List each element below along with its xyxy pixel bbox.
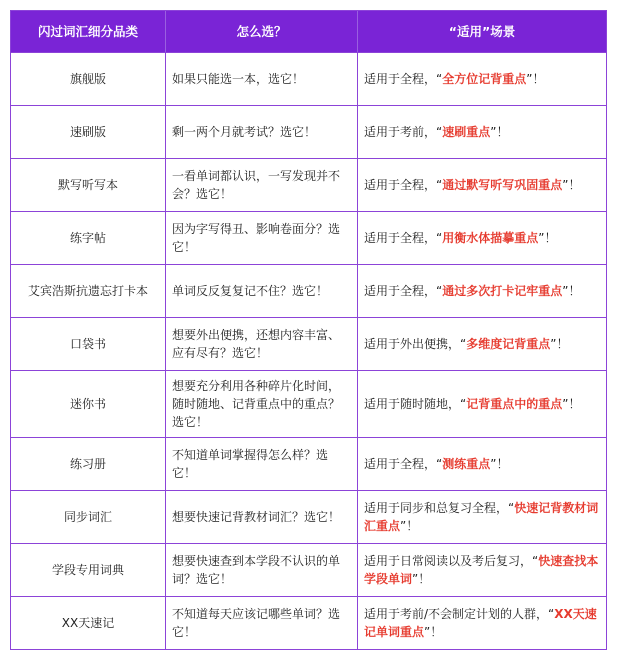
row-scene <box>357 159 606 211</box>
table-row <box>11 158 606 211</box>
row-category: 练习册 <box>69 457 106 471</box>
scene-text-end: ”！ <box>538 231 557 245</box>
scene-text: 适用于全程，“ <box>364 231 443 245</box>
table-header-row <box>11 11 606 52</box>
row-how: 不知道每天应该记哪些单词？选它！ <box>165 597 357 649</box>
row-category: 默写听写本 <box>57 178 118 192</box>
scene-text: 适用于同步和总复习全程，“ <box>364 501 515 515</box>
row-scene <box>357 491 606 543</box>
row-how: 一看单词都认识，一写发现并不会？选它！ <box>165 159 357 211</box>
table-row <box>11 211 606 264</box>
row-how: 想要快速记背教材词汇？选它！ <box>165 491 357 543</box>
row-how: 想要充分利用各种碎片化时间，随时随地、记背重点中的重点？选它！ <box>165 371 357 437</box>
row-scene <box>357 544 606 596</box>
scene-text-end: ”！ <box>400 519 419 533</box>
scene-text-end: ”！ <box>562 178 581 192</box>
scene-highlight: 多维度记背重点 <box>466 337 551 351</box>
row-scene <box>357 438 606 490</box>
scene-text: 适用于考前/不会制定计划的人群，“ <box>364 607 555 621</box>
table-row <box>11 370 606 437</box>
row-how: 想要快速查到本学段不认识的单词？选它！ <box>165 544 357 596</box>
row-scene <box>357 212 606 264</box>
scene-text: 适用于全程，“ <box>364 284 443 298</box>
scene-text: 适用于全程，“ <box>364 178 443 192</box>
row-scene <box>357 106 606 158</box>
scene-highlight: 用衡水体描摹重点 <box>442 231 539 245</box>
row-scene <box>357 318 606 370</box>
row-category: 速刷版 <box>69 125 106 139</box>
row-category: 艾宾浩斯抗遗忘打卡本 <box>27 284 148 298</box>
row-how: 如果只能选一本，选它！ <box>165 53 357 105</box>
row-scene <box>357 53 606 105</box>
row-how: 单词反反复复记不住？选它！ <box>165 265 357 317</box>
row-scene <box>357 265 606 317</box>
scene-highlight: 速刷重点 <box>442 125 491 139</box>
table-row <box>11 317 606 370</box>
scene-text-end: ”！ <box>490 457 509 471</box>
row-category: 练字帖 <box>69 231 106 245</box>
scene-text: 适用于全程，“ <box>364 72 443 86</box>
scene-highlight: 快速查找本学段单词 <box>364 554 599 586</box>
scene-text-end: ”！ <box>412 572 431 586</box>
table-row <box>11 52 606 105</box>
scene-text-end: ”！ <box>424 625 443 639</box>
row-how: 剩一两个月就考试？选它！ <box>165 106 357 158</box>
row-category: 同步词汇 <box>63 510 112 524</box>
table-row <box>11 105 606 158</box>
scene-highlight: 记背重点中的重点 <box>466 397 563 411</box>
scene-highlight: XX天速记单词重点 <box>364 607 597 639</box>
scene-highlight: 测练重点 <box>442 457 491 471</box>
header-how-to-choose: 怎么选？ <box>165 11 357 52</box>
table-row <box>11 596 606 649</box>
scene-text-end: ”！ <box>562 284 581 298</box>
scene-text: 适用于全程，“ <box>364 457 443 471</box>
table-row <box>11 264 606 317</box>
scene-text: 适用于考前，“ <box>364 125 443 139</box>
row-category: XX天速记 <box>61 616 115 630</box>
scene-highlight: 全方位记背重点 <box>442 72 527 86</box>
header-use-scene: “适用”场景 <box>357 11 606 52</box>
scene-text-end: ”！ <box>550 337 569 351</box>
scene-highlight: 通过多次打卡记牢重点 <box>442 284 563 298</box>
table-row <box>11 437 606 490</box>
row-category: 学段专用词典 <box>51 563 124 577</box>
scene-text: 适用于日常阅读以及考后复习，“ <box>364 554 539 568</box>
row-category: 旗舰版 <box>69 72 106 86</box>
header-category: 闪过词汇细分品类 <box>37 23 138 39</box>
scene-text-end: ”！ <box>562 397 581 411</box>
scene-highlight: 快速记背教材词汇重点 <box>364 501 599 533</box>
row-category: 口袋书 <box>69 337 106 351</box>
row-scene <box>357 371 606 437</box>
product-comparison-table <box>10 10 607 650</box>
scene-highlight: 通过默写听写巩固重点 <box>442 178 563 192</box>
row-how: 不知道单词掌握得怎么样？选它！ <box>165 438 357 490</box>
scene-text-end: ”！ <box>526 72 545 86</box>
scene-text-end: ”！ <box>490 125 509 139</box>
row-how: 因为字写得丑、影响卷面分？选它！ <box>165 212 357 264</box>
scene-text: 适用于随时随地，“ <box>364 397 467 411</box>
row-category: 迷你书 <box>69 397 106 411</box>
row-scene <box>357 597 606 649</box>
table-row <box>11 490 606 543</box>
row-how: 想要外出便携，还想内容丰富、应有尽有？选它！ <box>165 318 357 370</box>
table-row <box>11 543 606 596</box>
scene-text: 适用于外出便携，“ <box>364 337 467 351</box>
